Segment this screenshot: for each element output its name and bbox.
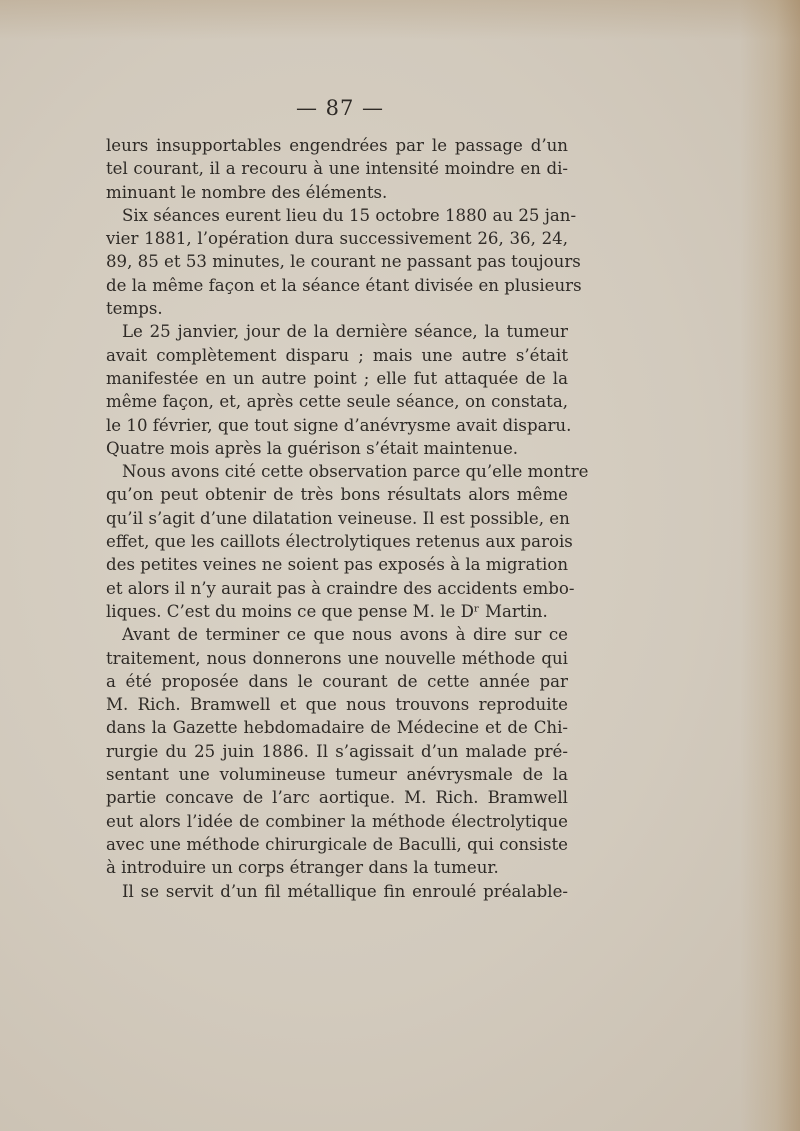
text-line: vier 1881, l’opération dura successivement 26, 36, 24, — [106, 229, 568, 249]
text-line: le 10 février, que tout signe d’anévrysme avait disparu. — [106, 415, 572, 435]
text-line: de la même façon et la séance étant divisée en plusieurs — [106, 275, 582, 295]
text-line: liques. C’est du moins ce que pense M. le Dʳ Martin. — [106, 601, 548, 621]
body-text — [106, 134, 589, 903]
text-line: avait complètement disparu ; mais une autre s’était — [106, 345, 568, 365]
text-line: rurgie du 25 juin 1886. Il s’agissait d’un malade pré- — [106, 741, 568, 761]
text-line: Le 25 janvier, jour de la dernière séance, la tumeur — [122, 322, 568, 342]
text-line: dans la Gazette hebdomadaire de Médecine et de Chi- — [106, 718, 568, 738]
text-line: temps. — [106, 299, 163, 319]
text-line: traitement, nous donnerons une nouvelle méthode qui — [106, 648, 568, 668]
text-line: qu’il s’agit d’une dilatation veineuse. Il est possible, en — [106, 508, 570, 528]
text-line: a été proposée dans le courant de cette année par — [106, 671, 568, 691]
text-line: minuant le nombre des éléments. — [106, 182, 388, 202]
text-line: leurs insupportables engendrées par le passage d’un — [106, 136, 568, 155]
text-line: et alors il n’y aurait pas à craindre des accidents embo- — [106, 578, 575, 598]
text-line: à introduire un corps étranger dans la tumeur. — [106, 858, 499, 878]
paper-stain-edge — [740, 0, 800, 1131]
text-line: Nous avons cité cette observation parce qu’elle montre — [122, 462, 589, 482]
text-line: Quatre mois après la guérison s’était maintenue. — [106, 438, 519, 458]
text-line: des petites veines ne soient pas exposés à la migration — [106, 555, 568, 575]
page-number: — 87 — — [295, 96, 385, 120]
paper-stain-top — [0, 0, 800, 40]
text-line: Avant de terminer ce que nous avons à dire sur ce — [122, 625, 568, 645]
text-line: sentant une volumineuse tumeur anévrysmale de la — [106, 765, 568, 785]
text-line: tel courant, il a recouru à une intensité moindre en di- — [106, 159, 568, 179]
text-line: manifestée en un autre point ; elle fut attaquée de la — [106, 368, 568, 388]
text-line: Six séances eurent lieu du 15 octobre 1880 au 25 jan- — [122, 205, 577, 225]
text-line: M. Rich. Bramwell et que nous trouvons reproduite — [106, 695, 568, 715]
text-line: 89, 85 et 53 minutes, le courant ne passant pas toujours — [106, 252, 581, 272]
text-line: eut alors l’idée de combiner la méthode électrolytique — [106, 811, 568, 831]
text-line: partie concave de l’arc aortique. M. Rich. Bramwell — [106, 788, 568, 808]
text-line: Il se servit d’un fil métallique fin enroulé préalable- — [122, 881, 568, 901]
text-line: même façon, et, après cette seule séance, on constata, — [106, 392, 568, 412]
text-line: effet, que les caillots électrolytiques retenus aux parois — [106, 532, 573, 552]
text-line: avec une méthode chirurgicale de Baculli, qui consiste — [106, 834, 568, 854]
text-line: qu’on peut obtenir de très bons résultats alors même — [106, 485, 568, 505]
